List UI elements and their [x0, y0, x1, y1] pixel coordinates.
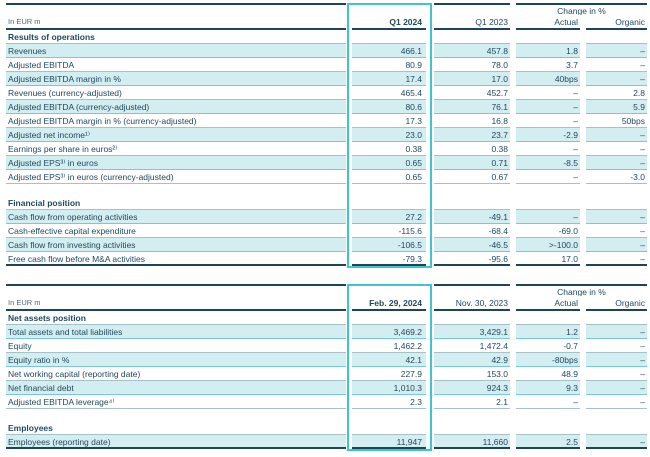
table-row [6, 114, 648, 128]
section-label: Net assets position [6, 311, 346, 325]
table-row [6, 395, 648, 409]
unit-label: In EUR m [6, 15, 346, 30]
section-row [6, 311, 648, 325]
results-of-operations-table [6, 3, 648, 266]
table-row [6, 224, 648, 238]
row-label: Adjusted EPS³⁾ in euros [6, 156, 346, 170]
cell-change-organic: – [586, 367, 647, 381]
column-header-organic: Organic [586, 15, 647, 30]
cell-change-actual: 17.0 [516, 252, 580, 266]
cell-change-organic: – [586, 252, 647, 266]
row-label: Net financial debt [6, 381, 346, 395]
cell-change-actual: 40bps [516, 72, 580, 86]
column-header-prior-period: Q1 2023 [434, 15, 510, 30]
cell-prior: -49.1 [434, 210, 510, 224]
table-row [6, 252, 648, 266]
cell-current: 1,462.2 [352, 339, 426, 353]
cell-current: 227.9 [352, 367, 426, 381]
cell-current: 0.38 [352, 142, 426, 156]
cell-prior: 457.8 [434, 44, 510, 58]
table-row [6, 367, 648, 381]
cell-change-organic: – [586, 353, 647, 367]
cell-current: 466.1 [352, 44, 426, 58]
cell-change-actual: 1.8 [516, 44, 580, 58]
cell-change-actual: >-100.0 [516, 238, 580, 252]
table-row [6, 58, 648, 72]
column-header-current-period: Feb. 29, 2024 [352, 296, 426, 311]
column-header-organic: Organic [586, 296, 647, 311]
cell-prior: 11,660 [434, 435, 510, 449]
cell-change-organic: – [586, 224, 647, 238]
row-label: Revenues [6, 44, 346, 58]
cell-current: 80.9 [352, 58, 426, 72]
row-label: Earnings per share in euros²⁾ [6, 142, 346, 156]
cell-change-organic: 5.9 [586, 100, 647, 114]
cell-change-organic: 50bps [586, 114, 647, 128]
cell-prior: 1,472.4 [434, 339, 510, 353]
cell-change-organic: – [586, 238, 647, 252]
cell-change-actual: 9.3 [516, 381, 580, 395]
cell-prior: -46.5 [434, 238, 510, 252]
row-label: Adjusted EPS³⁾ in euros (currency-adjusted) [6, 170, 346, 184]
cell-change-actual: 1.2 [516, 325, 580, 339]
row-label: Net working capital (reporting date) [6, 367, 346, 381]
column-header-actual: Actual [516, 296, 580, 311]
cell-prior: 42.9 [434, 353, 510, 367]
cell-change-actual: -0.7 [516, 339, 580, 353]
cell-change-organic: – [586, 128, 647, 142]
cell-prior: 452.7 [434, 86, 510, 100]
row-label: Cash-effective capital expenditure [6, 224, 346, 238]
cell-prior: 76.1 [434, 100, 510, 114]
cell-current: 465.4 [352, 86, 426, 100]
table-row [6, 325, 648, 339]
table-row [6, 142, 648, 156]
row-label: Free cash flow before M&A activities [6, 252, 346, 266]
cell-change-organic: – [586, 339, 647, 353]
header-spacer [352, 3, 426, 15]
cell-current: 42.1 [352, 353, 426, 367]
row-label: Adjusted EBITDA margin in % (currency-adjusted) [6, 114, 346, 128]
cell-change-actual: -69.0 [516, 224, 580, 238]
row-label: Revenues (currency-adjusted) [6, 86, 346, 100]
cell-change-actual: 3.7 [516, 58, 580, 72]
row-label: Adjusted EBITDA margin in % [6, 72, 346, 86]
table-row [6, 381, 648, 395]
cell-change-actual: – [516, 114, 580, 128]
table-row [6, 44, 648, 58]
cell-prior: -68.4 [434, 224, 510, 238]
cell-prior: -95.6 [434, 252, 510, 266]
cell-change-organic: – [586, 381, 647, 395]
cell-current: -115.6 [352, 224, 426, 238]
cell-current: 17.4 [352, 72, 426, 86]
cell-change-organic: – [586, 72, 647, 86]
header-spacer [6, 284, 346, 296]
cell-change-actual: 2.5 [516, 435, 580, 449]
table-row [6, 435, 648, 449]
cell-current: -79.3 [352, 252, 426, 266]
section-spacer [6, 409, 648, 421]
section-row [6, 196, 648, 210]
section-label: Financial position [6, 196, 346, 210]
cell-prior: 23.7 [434, 128, 510, 142]
cell-change-organic: – [586, 435, 647, 449]
cell-current: 0.65 [352, 156, 426, 170]
row-label: Total assets and total liabilities [6, 325, 346, 339]
cell-change-organic: – [586, 44, 647, 58]
cell-prior: 0.38 [434, 142, 510, 156]
section-label: Results of operations [6, 30, 346, 44]
column-header-actual: Actual [516, 15, 580, 30]
header-spacer [434, 284, 510, 296]
cell-prior: 17.0 [434, 72, 510, 86]
header-spacer [352, 284, 426, 296]
cell-change-actual: -2.9 [516, 128, 580, 142]
unit-label: In EUR m [6, 296, 346, 311]
row-label: Cash flow from operating activities [6, 210, 346, 224]
table-row [6, 72, 648, 86]
net-assets-position-table [6, 284, 648, 449]
cell-prior: 16.8 [434, 114, 510, 128]
cell-change-actual: – [516, 86, 580, 100]
cell-change-actual: 48.9 [516, 367, 580, 381]
cell-change-actual: -80bps [516, 353, 580, 367]
cell-change-actual: – [516, 170, 580, 184]
section-row [6, 421, 648, 435]
cell-change-organic: -3.0 [586, 170, 647, 184]
row-label: Adjusted net income¹⁾ [6, 128, 346, 142]
header-spacer [434, 3, 510, 15]
row-label: Adjusted EBITDA leverage⁴⁾ [6, 395, 346, 409]
change-group-header-row [6, 284, 648, 296]
change-in-percent-group-label: Change in % [516, 3, 647, 15]
table-row [6, 353, 648, 367]
cell-current: 3,469.2 [352, 325, 426, 339]
cell-prior: 2.1 [434, 395, 510, 409]
cell-change-actual: – [516, 210, 580, 224]
column-header-row [6, 296, 648, 311]
cell-current: 0.65 [352, 170, 426, 184]
cell-prior: 0.71 [434, 156, 510, 170]
cell-current: -106.5 [352, 238, 426, 252]
cell-current: 1,010.3 [352, 381, 426, 395]
cell-change-actual: – [516, 100, 580, 114]
cell-change-actual: – [516, 395, 580, 409]
cell-current: 17.3 [352, 114, 426, 128]
cell-change-organic: – [586, 156, 647, 170]
cell-prior: 3,429.1 [434, 325, 510, 339]
change-group-header-row [6, 3, 648, 15]
row-label: Adjusted EBITDA [6, 58, 346, 72]
cell-prior: 153.0 [434, 367, 510, 381]
column-header-row [6, 15, 648, 30]
table-row [6, 86, 648, 100]
column-header-current-period: Q1 2024 [352, 15, 426, 30]
change-in-percent-group-label: Change in % [516, 284, 647, 296]
row-label: Adjusted EBITDA (currency-adjusted) [6, 100, 346, 114]
cell-change-organic: 2.8 [586, 86, 647, 100]
cell-prior: 0.67 [434, 170, 510, 184]
row-label: Equity [6, 339, 346, 353]
cell-change-organic: – [586, 58, 647, 72]
row-label: Cash flow from investing activities [6, 238, 346, 252]
table-row [6, 100, 648, 114]
table-row [6, 170, 648, 184]
table-row [6, 156, 648, 170]
row-label: Employees (reporting date) [6, 435, 346, 449]
table-row [6, 210, 648, 224]
cell-change-organic: – [586, 395, 647, 409]
cell-current: 2.3 [352, 395, 426, 409]
section-row [6, 30, 648, 44]
cell-change-actual: -8.5 [516, 156, 580, 170]
cell-change-organic: – [586, 325, 647, 339]
row-label: Equity ratio in % [6, 353, 346, 367]
section-spacer [6, 184, 648, 196]
header-spacer [6, 3, 346, 15]
cell-prior: 924.3 [434, 381, 510, 395]
cell-change-organic: – [586, 210, 647, 224]
cell-change-organic: – [586, 142, 647, 156]
cell-current: 23.0 [352, 128, 426, 142]
table-row [6, 238, 648, 252]
cell-current: 80.6 [352, 100, 426, 114]
table-row [6, 339, 648, 353]
cell-prior: 78.0 [434, 58, 510, 72]
section-label: Employees [6, 421, 346, 435]
cell-current: 11,947 [352, 435, 426, 449]
table-row [6, 128, 648, 142]
cell-change-actual: – [516, 142, 580, 156]
cell-current: 27.2 [352, 210, 426, 224]
column-header-prior-period: Nov. 30, 2023 [434, 296, 510, 311]
